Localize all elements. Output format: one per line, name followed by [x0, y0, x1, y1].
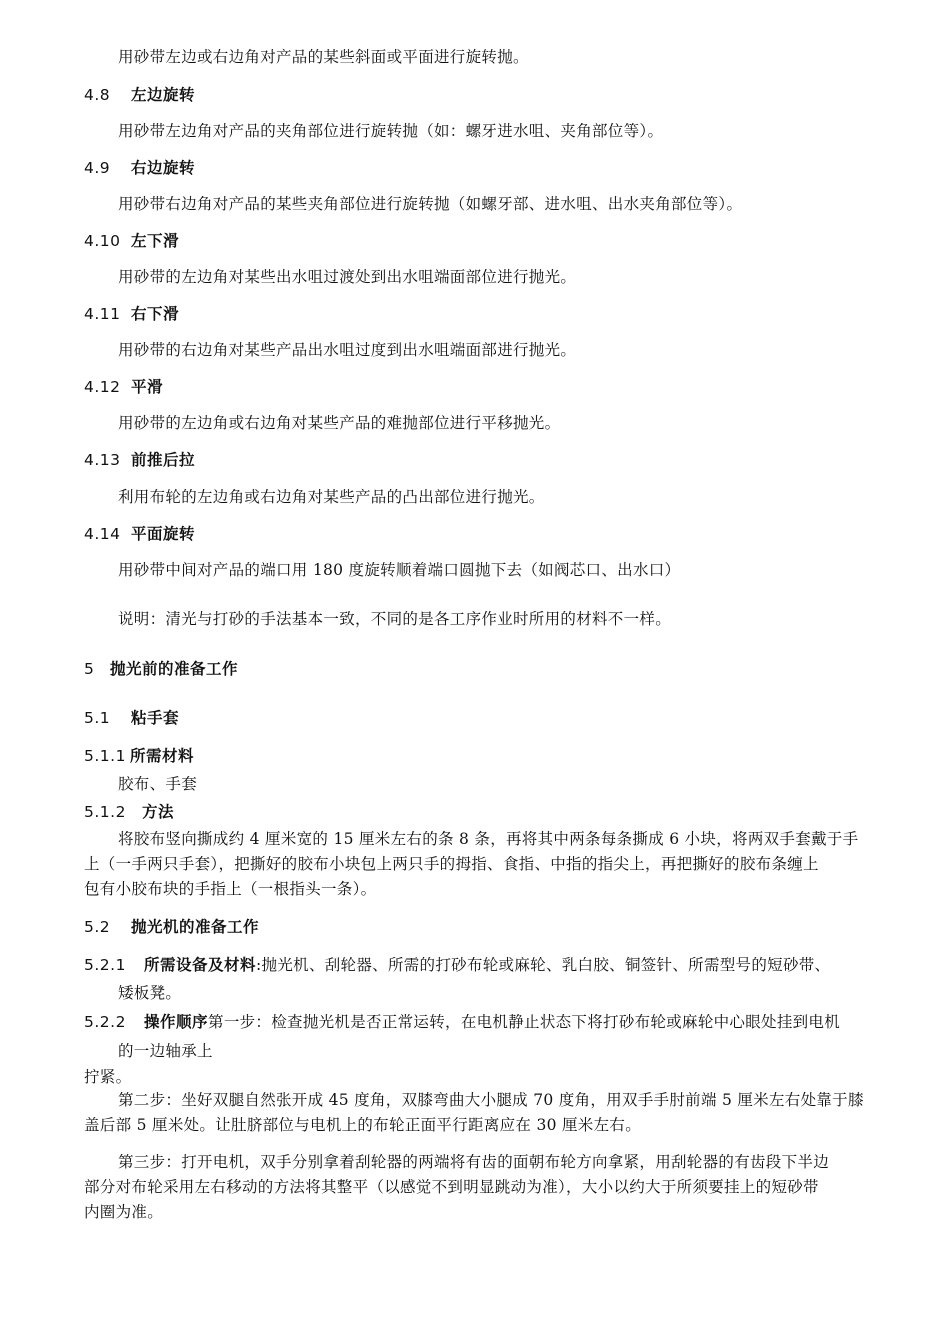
- section-title: 抛光前的准备工作: [110, 660, 239, 678]
- body-text: 第二步：坐好双腿自然张开成 45 度角，双膝弯曲大小腿成 70 度角，用双手手肘前端 5 厘米左右处靠于膝: [118, 1091, 864, 1109]
- section-number: 4.8: [84, 86, 111, 104]
- section-title: 前推后拉: [131, 451, 196, 469]
- section-title: 所需材料: [130, 747, 195, 765]
- section-heading-4-9: [84, 158, 195, 178]
- section-title: 平面旋转: [131, 525, 196, 543]
- body-text: 包有小胶布块的手指上（一根指头一条）。: [84, 880, 377, 898]
- body-text: 上（一手两只手套），把撕好的胶布小块包上两只手的拇指、食指、中指的指尖上，再把撕好的胶布条缠上: [84, 855, 819, 873]
- body-text: 用砂带右边角对产品的某些夹角部位进行旋转抛（如螺牙部、进水咀、出水夹角部位等）。: [118, 195, 743, 213]
- section-number: 5.1.1: [84, 747, 126, 765]
- section-heading-5-2-2: [84, 1012, 840, 1032]
- section-heading-5-1-1: [84, 746, 194, 766]
- section-heading-4-11: [84, 304, 179, 324]
- body-text: 矮板凳。: [118, 984, 182, 1002]
- body-text: 第一步：检查抛光机是否正常运转，在电机静止状态下将打砂布轮或麻轮中心眼处挂到电机: [208, 1013, 841, 1031]
- body-text: 内圈为准。: [84, 1203, 164, 1221]
- section-heading-5-1: [84, 708, 179, 728]
- section-title: 操作顺序: [144, 1013, 209, 1031]
- note-text: 说明：清光与打砂的手法基本一致，不同的是各工序作业时所用的材料不一样。: [118, 610, 672, 628]
- section-heading-4-14: [84, 524, 195, 544]
- section-number: 5: [84, 660, 95, 678]
- body-text: 用砂带的右边角对某些产品出水咀过度到出水咀端面部进行抛光。: [118, 341, 577, 359]
- body-text: 用砂带左边或右边角对产品的某些斜面或平面进行旋转抛。: [118, 48, 529, 66]
- body-text: 用砂带的左边角对某些出水咀过渡处到出水咀端面部位进行抛光。: [118, 268, 577, 286]
- section-title: 右下滑: [131, 305, 180, 323]
- body-text: 胶布、手套: [118, 775, 198, 793]
- body-text: 的一边轴承上: [118, 1042, 213, 1060]
- body-text: 盖后部 5 厘米处。让肚脐部位与电机上的布轮正面平行距离应在 30 厘米左右。: [84, 1116, 641, 1134]
- section-number: 4.14: [84, 525, 121, 543]
- section-number: 4.13: [84, 451, 121, 469]
- section-title: 方法: [142, 803, 175, 821]
- section-heading-5-2: [84, 917, 259, 937]
- body-text: 用砂带中间对产品的端口用 180 度旋转顺着端口圆抛下去（如阀芯口、出水口）: [118, 561, 681, 579]
- section-heading-5-1-2: [84, 802, 174, 822]
- section-title: 所需设备及材料: [144, 956, 257, 974]
- section-title: 右边旋转: [131, 159, 196, 177]
- section-number: 5.2.2: [84, 1013, 126, 1031]
- section-heading-5: [84, 659, 238, 679]
- section-heading-5-2-1: [84, 955, 830, 975]
- section-number: 5.1.2: [84, 803, 126, 821]
- section-title: 粘手套: [131, 709, 180, 727]
- section-number: 4.9: [84, 159, 111, 177]
- section-heading-4-8: [84, 85, 195, 105]
- body-text: 拧紧。: [84, 1068, 132, 1086]
- section-title: 平滑: [131, 378, 164, 396]
- body-text: 利用布轮的左边角或右边角对某些产品的凸出部位进行抛光。: [118, 488, 545, 506]
- section-heading-4-10: [84, 231, 179, 251]
- section-number: 4.11: [84, 305, 121, 323]
- body-text: 将胶布竖向撕成约 4 厘米宽的 15 厘米左右的条 8 条，再将其中两条每条撕成 6 小块，将两双手套戴于手: [118, 830, 859, 848]
- body-text: 部分对布轮采用左右移动的方法将其整平（以感觉不到明显跳动为准），大小以约大于所须要挂上的短砂带: [84, 1178, 819, 1196]
- section-heading-4-12: [84, 377, 163, 397]
- section-number: 4.12: [84, 378, 121, 396]
- section-heading-4-13: [84, 450, 195, 470]
- section-number: 5.1: [84, 709, 111, 727]
- body-text: 第三步：打开电机，双手分别拿着刮轮器的两端将有齿的面朝布轮方向拿紧，用刮轮器的有齿段下半边: [118, 1153, 830, 1171]
- section-title: 抛光机的准备工作: [131, 918, 260, 936]
- section-number: 4.10: [84, 232, 121, 250]
- section-title: 左下滑: [131, 232, 180, 250]
- body-text: 用砂带左边角对产品的夹角部位进行旋转抛（如：螺牙进水咀、夹角部位等）。: [118, 122, 664, 140]
- section-number: 5.2.1: [84, 956, 126, 974]
- section-number: 5.2: [84, 918, 111, 936]
- body-text: :抛光机、刮轮器、所需的打砂布轮或麻轮、乳白胶、铜签针、所需型号的短砂带、: [256, 956, 831, 974]
- body-text: 用砂带的左边角或右边角对某些产品的难抛部位进行平移抛光。: [118, 414, 561, 432]
- section-title: 左边旋转: [131, 86, 196, 104]
